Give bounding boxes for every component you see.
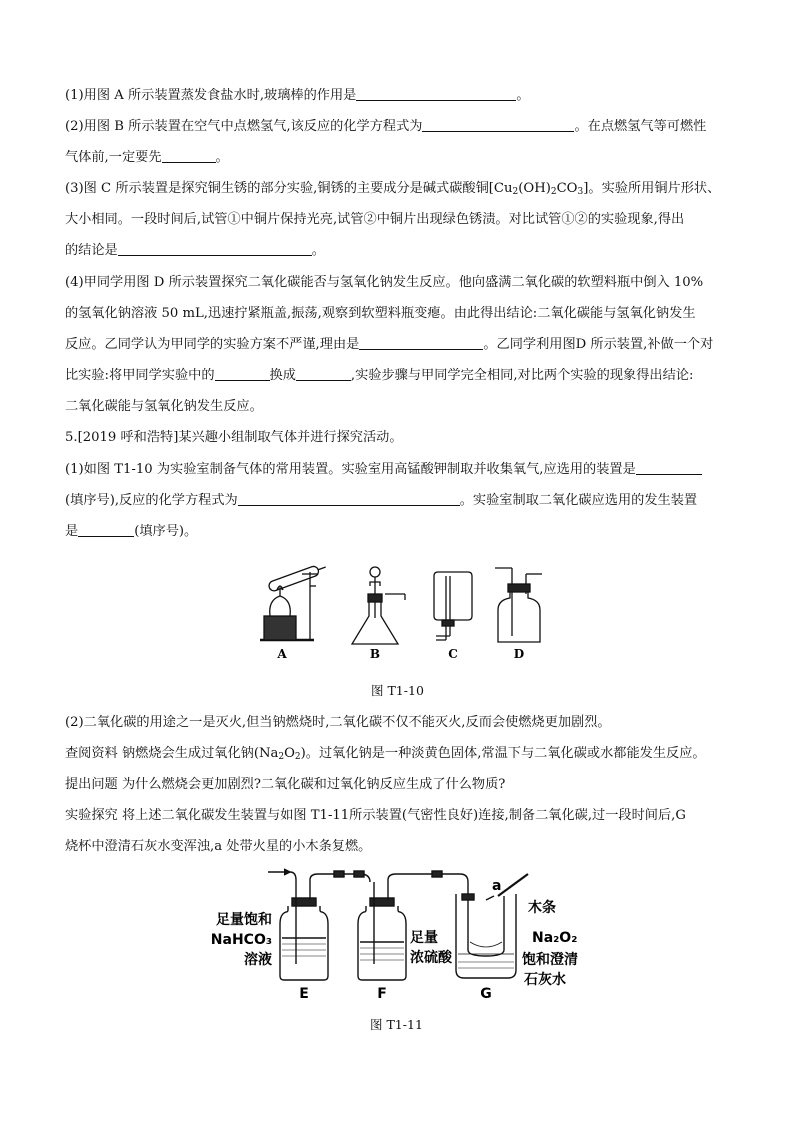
answer-blank[interactable] bbox=[359, 335, 483, 350]
g-a-label: a bbox=[492, 878, 502, 894]
figure-label: C bbox=[448, 647, 458, 661]
figure-t1-10 bbox=[250, 560, 570, 660]
q4-part4: (4)甲同学用图 D 所示装置探究二氧化碳能否与氢氧化钠发生反应。他向盛满二氧化碳的软塑料瓶中倒入 10% bbox=[65, 275, 704, 290]
f-label-line1: 足量 bbox=[410, 930, 438, 946]
g-na2o2-label: Na₂O₂ bbox=[532, 930, 578, 946]
e-label-line2: NaHCO₃ bbox=[210, 932, 272, 948]
wooden-stick bbox=[498, 874, 528, 896]
apparatus-a-heating-tube bbox=[260, 562, 327, 640]
q4-part3-cont: 大小相同。一段时间后,试管①中铜片保持光亮,试管②中铜片出现绿色锈渍。对比试管①②的实验现象,得出 bbox=[65, 212, 685, 227]
answer-blank[interactable] bbox=[296, 366, 351, 381]
q5-experiment: 实验探究 将上述二氧化碳发生装置与如图 T1-11所示装置(气密性良好)连接,制备二氧化碳,过一段时间后,G bbox=[65, 808, 686, 823]
figure-label: E bbox=[299, 986, 309, 1002]
q5-title: 5.[2019 呼和浩特]某兴趣小组制取气体并进行探究活动。 bbox=[65, 430, 403, 445]
bottle-f bbox=[358, 880, 406, 980]
answer-blank[interactable] bbox=[356, 86, 516, 101]
q4-part2-cont: 气体前,一定要先 。 bbox=[65, 150, 229, 165]
q4-part4-cont: 的氢氧化钠溶液 50 mL,迅速拧紧瓶盖,振荡,观察到软塑料瓶变瘪。由此得出结论:二氧化碳能与氢氧化钠发生 bbox=[65, 306, 696, 321]
figure-caption: 图 T1-11 bbox=[370, 1017, 423, 1032]
answer-blank[interactable] bbox=[162, 148, 216, 163]
q5-part1-cont: (填序号),反应的化学方程式为 。实验室制取二氧化碳应选用的发生装置 bbox=[65, 493, 698, 508]
figure-label: B bbox=[369, 647, 381, 661]
q5-part1: (1)如图 T1-10 为实验室制备气体的常用装置。实验室用高锰酸钾制取并收集氧气,应选用的装置是 bbox=[65, 460, 702, 480]
q4-part3: (3)图 C 所示装置是探究铜生锈的部分实验,铜锈的主要成分是碱式碳酸铜$[Cu_2(OH)_2CO_3]$。实验所用铜片形状、 bbox=[65, 181, 721, 197]
answer-blank[interactable] bbox=[238, 491, 460, 506]
q4-part4-cont2: 反应。乙同学认为甲同学的实验方案不严谨,理由是 。乙同学利用图D 所示装置,补做一个对 bbox=[65, 337, 714, 352]
figure-label: G bbox=[480, 986, 492, 1002]
answer-blank[interactable] bbox=[118, 241, 312, 256]
apparatus-c-inverted-bottle bbox=[434, 572, 472, 640]
g-lime-label1: 饱和澄清 bbox=[522, 952, 578, 968]
q4-part4-cont3: 比实验:将甲同学实验中的 换成 ,实验步骤与甲同学完全相同,对比两个实验的现象得出结论: bbox=[65, 368, 694, 383]
q5-reference: 查阅资料 钠燃烧会生成过氧化钠$(Na_2O_2)$。过氧化钠是一种淡黄色固体,常温下与二氧化碳或水都能发生反应。 bbox=[65, 746, 706, 762]
answer-blank[interactable] bbox=[78, 522, 134, 537]
answer-blank[interactable] bbox=[636, 460, 702, 475]
q5-part1-cont2: 是 (填序号)。 bbox=[65, 524, 198, 539]
q5-experiment-cont: 烧杯中澄清石灰水变浑浊,a 处带火星的小木条复燃。 bbox=[65, 839, 372, 854]
q5-part2: (2)二氧化碳的用途之一是灭火,但当钠燃烧时,二氧化碳不仅不能灭火,反而会使燃烧更加剧烈。 bbox=[65, 715, 611, 730]
f-label-line2: 浓硫酸 bbox=[410, 950, 452, 966]
answer-blank[interactable] bbox=[422, 117, 574, 132]
q4-part3-cont2: 的结论是 。 bbox=[65, 243, 325, 258]
q4-part4-cont4: 二氧化碳能与氢氧化钠发生反应。 bbox=[65, 399, 263, 414]
figure-t1-11-text bbox=[211, 878, 578, 1002]
q4-part1: (1)用图 A 所示装置蒸发食盐水时,玻璃棒的作用是 。 bbox=[65, 88, 530, 103]
figure-t1-11 bbox=[210, 866, 630, 1006]
bottle-e bbox=[280, 880, 328, 980]
figure-label: F bbox=[377, 986, 387, 1002]
q5-question: 提出问题 为什么燃烧会更加剧烈?二氧化碳和过氧化钠反应生成了什么物质? bbox=[65, 777, 506, 792]
figure-caption: 图 T1-10 bbox=[371, 683, 424, 698]
figure-label: D bbox=[513, 647, 525, 661]
apparatus-b-conical-flask bbox=[352, 567, 405, 644]
q4-part2: (2)用图 B 所示装置在空气中点燃氢气,该反应的化学方程式为 。在点燃氢气等可燃性 bbox=[65, 119, 707, 134]
answer-blank[interactable] bbox=[215, 366, 270, 381]
figure-t1-10-labels bbox=[276, 647, 524, 661]
g-stick-label: 木条 bbox=[528, 900, 556, 916]
e-label-line1: 足量饱和 bbox=[216, 912, 272, 928]
apparatus-d-gas-bottle bbox=[495, 568, 542, 642]
figure-label: A bbox=[277, 647, 287, 661]
g-lime-label2: 石灰水 bbox=[524, 972, 566, 988]
e-label-line3: 溶液 bbox=[244, 952, 272, 968]
